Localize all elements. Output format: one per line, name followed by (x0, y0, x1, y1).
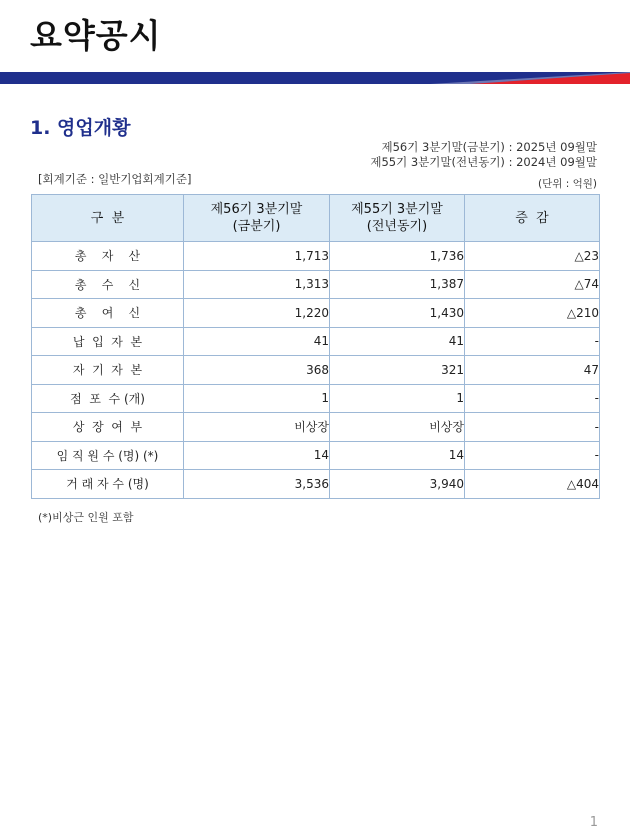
section-title: 1. 영업개황 (30, 117, 131, 139)
unit-label: (단위 : 억원) (538, 178, 597, 190)
table-row (32, 413, 600, 442)
page-number: 1 (589, 815, 598, 830)
page-title: 요약공시 (30, 16, 162, 55)
table-row (32, 384, 600, 413)
period-current: 제56기 3분기말(금분기) : 2025년 09월말 (381, 140, 597, 154)
current-value: 14 (184, 441, 330, 470)
summary-table (31, 194, 600, 499)
change-value: - (465, 441, 600, 470)
row-label: 점 포 수 (개) (32, 384, 184, 413)
prior-value: 41 (330, 327, 465, 356)
header-stripe (0, 72, 630, 84)
row-label: 납 입 자 본 (32, 327, 184, 356)
header-prior: 제55기 3분기말 (전년동기) (330, 195, 465, 242)
header-category: 구 분 (32, 195, 184, 242)
row-label: 총 여 신 (32, 299, 184, 328)
header-current: 제56기 3분기말 (금분기) (184, 195, 330, 242)
current-value: 1,313 (184, 270, 330, 299)
current-value: 3,536 (184, 470, 330, 499)
row-label: 자 기 자 본 (32, 356, 184, 385)
prior-value: 3,940 (330, 470, 465, 499)
change-value: △23 (465, 242, 600, 271)
footnote: (*)비상근 인원 포함 (38, 511, 134, 524)
period-prior: 제55기 3분기말(전년동기) : 2024년 09월말 (370, 155, 597, 169)
current-value: 1,713 (184, 242, 330, 271)
prior-value: 14 (330, 441, 465, 470)
table-header-row (32, 195, 600, 242)
header-change: 증 감 (465, 195, 600, 242)
row-label: 상 장 여 부 (32, 413, 184, 442)
prior-value: 1 (330, 384, 465, 413)
table-row (32, 242, 600, 271)
row-label: 총 수 신 (32, 270, 184, 299)
prior-value: 321 (330, 356, 465, 385)
prior-value: 1,387 (330, 270, 465, 299)
current-value: 1,220 (184, 299, 330, 328)
row-label: 거 래 자 수 (명) (32, 470, 184, 499)
change-value: 47 (465, 356, 600, 385)
prior-value: 1,430 (330, 299, 465, 328)
current-value: 368 (184, 356, 330, 385)
prior-value: 1,736 (330, 242, 465, 271)
table-row (32, 270, 600, 299)
change-value: △210 (465, 299, 600, 328)
prior-value: 비상장 (330, 413, 465, 442)
current-value: 41 (184, 327, 330, 356)
table-row (32, 327, 600, 356)
table-row (32, 470, 600, 499)
table-row (32, 356, 600, 385)
row-label: 임 직 원 수 (명) (*) (32, 441, 184, 470)
current-value: 비상장 (184, 413, 330, 442)
change-value: △74 (465, 270, 600, 299)
table-row (32, 441, 600, 470)
accounting-basis: [회계기준 : 일반기업회계기준] (38, 172, 192, 186)
change-value: - (465, 327, 600, 356)
current-value: 1 (184, 384, 330, 413)
row-label: 총 자 산 (32, 242, 184, 271)
change-value: △404 (465, 470, 600, 499)
change-value: - (465, 413, 600, 442)
change-value: - (465, 384, 600, 413)
table-row (32, 299, 600, 328)
